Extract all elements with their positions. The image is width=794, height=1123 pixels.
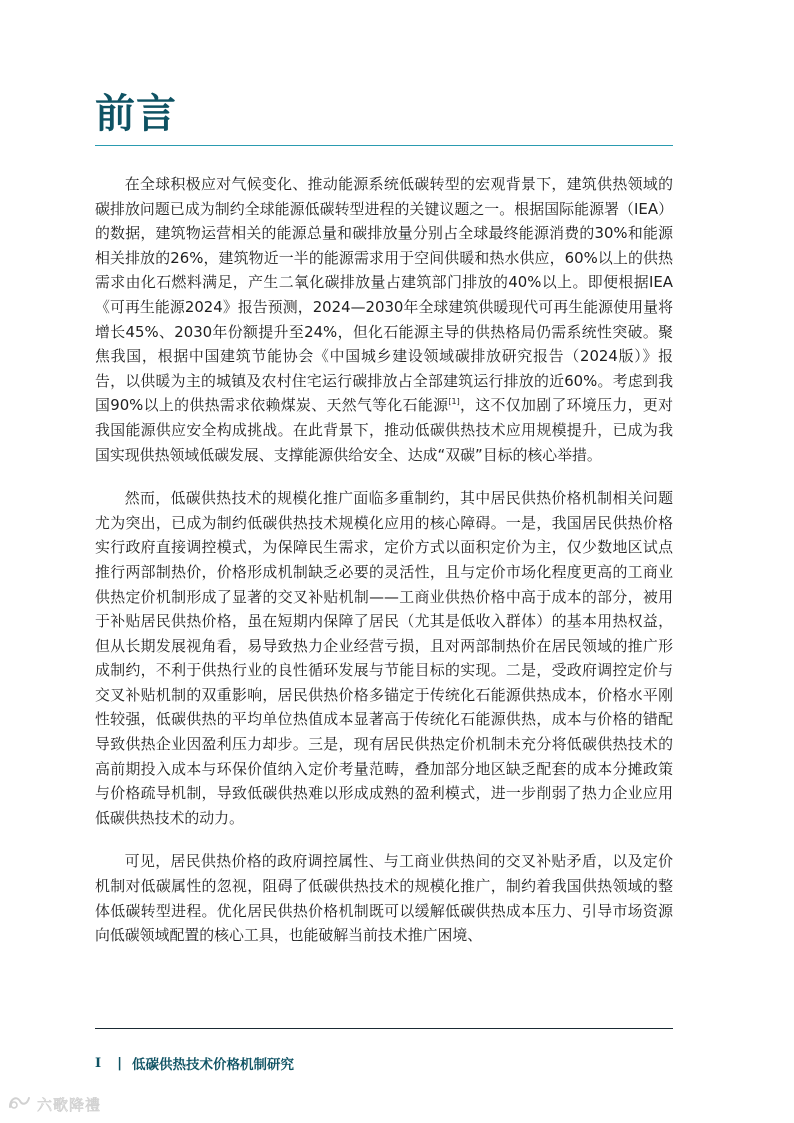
footer-divider [95,1028,673,1029]
paragraph-1-text: 在全球积极应对气候变化、推动能源系统低碳转型的宏观背景下，建筑供热领域的碳排放问题已成为制约全球能源低碳转型进程的关键议题之一。根据国际能源署（IEA）的数据，建筑物运营相关的能源总量和碳排放量分别占全球最终能源消费的30%和能源相关排放的26%，建筑物近一半的能源需求用于空间供暖和热水供应，60%以上的供热需求由化石燃料满足，产生二氧化碳排放量占建筑部门排放的40%以上。即便根据IEA《可再生能源2024》报告预测，2024—2030年全球建筑供暖现代可再生能源使用量将增长45%、2030年份额提升至24%，但化石能源主导的供热格局仍需系统性突破。聚焦我国，根据中国建筑节能协会《中国城乡建设领域碳排放研究报告（2024版）》报告，以供暖为主的城镇及农村住宅运行碳排放占全部建筑运行排放的近60%。考虑到我国90%以上的供热需求依赖煤炭、天然气等化石能源 [95,175,673,415]
watermark-text: 六歌降禮 [37,1095,102,1114]
watermark [7,1093,101,1115]
paragraph-1 [95,172,673,467]
watermark-logo-icon [7,1093,33,1115]
paragraph-1-text-continued: ，这不仅加剧了环境压力，更对我国能源供应安全构成挑战。在此背景下，推动低碳供热技术应用规模提升，已成为我国实现供热领域低碳发展、支撑能源供给安全、达成“双碳”目标的核心举措。 [95,396,673,464]
page-title: 前言 [95,91,177,137]
footnote-reference[interactable]: [1] [448,397,460,407]
paragraph-2: 然而，低碳供热技术的规模化推广面临多重制约，其中居民供热价格机制相关问题尤为突出，已成为制约低碳供热技术规模化应用的核心障碍。一是，我国居民供热价格实行政府直接调控模式，为保障民生需求，定价方式以面积定价为主，仅少数地区试点推行两部制热价，价格形成机制缺乏必要的灵活性，且与定价市场化程度更高的工商业供热定价机制形成了显著的交叉补贴机制——工商业供热价格中高于成本的部分，被用于补贴居民供热价格，虽在短期内保障了居民（尤其是低收入群体）的基本用热权益，但从长期发展视角看，易导致热力企业经营亏损，且对两部制热价在居民领域的推广形成制约，不利于供热行业的良性循环发展与节能目标的实现。二是，受政府调控定价与交叉补贴机制的双重影响，居民供热价格多锚定于传统化石能源供热成本，价格水平刚性较强，低碳供热的平均单位热值成本显著高于传统化石能源供热，成本与价格的错配导致供热企业因盈利压力却步。三是，现有居民供热定价机制未充分将低碳供热技术的高前期投入成本与环保价值纳入定价考量范畴，叠加部分地区缺乏配套的成本分摊政策与价格疏导机制，导致低碳供热难以形成成熟的盈利模式，进一步削弱了热力企业应用低碳供热技术的动力。 [95,489,673,827]
document-title: 低碳供热技术价格机制研究 [132,1057,295,1073]
paragraph-3: 可见，居民供热价格的政府调控属性、与工商业供热间的交叉补贴矛盾，以及定价机制对低碳属性的忽视，阻碍了低碳供热技术的规模化推广，制约着我国供热领域的整体低碳转型进程。优化居民供热价格机制既可以缓解低碳供热成本压力、引导市场资源向低碳领域配置的核心工具，也能破解当前技术推广困境、 [95,852,673,945]
page-number: I [95,1055,102,1071]
footer-separator: | [117,1055,123,1071]
main-text [95,172,673,948]
title-divider [95,145,673,146]
page-footer [95,1052,294,1074]
